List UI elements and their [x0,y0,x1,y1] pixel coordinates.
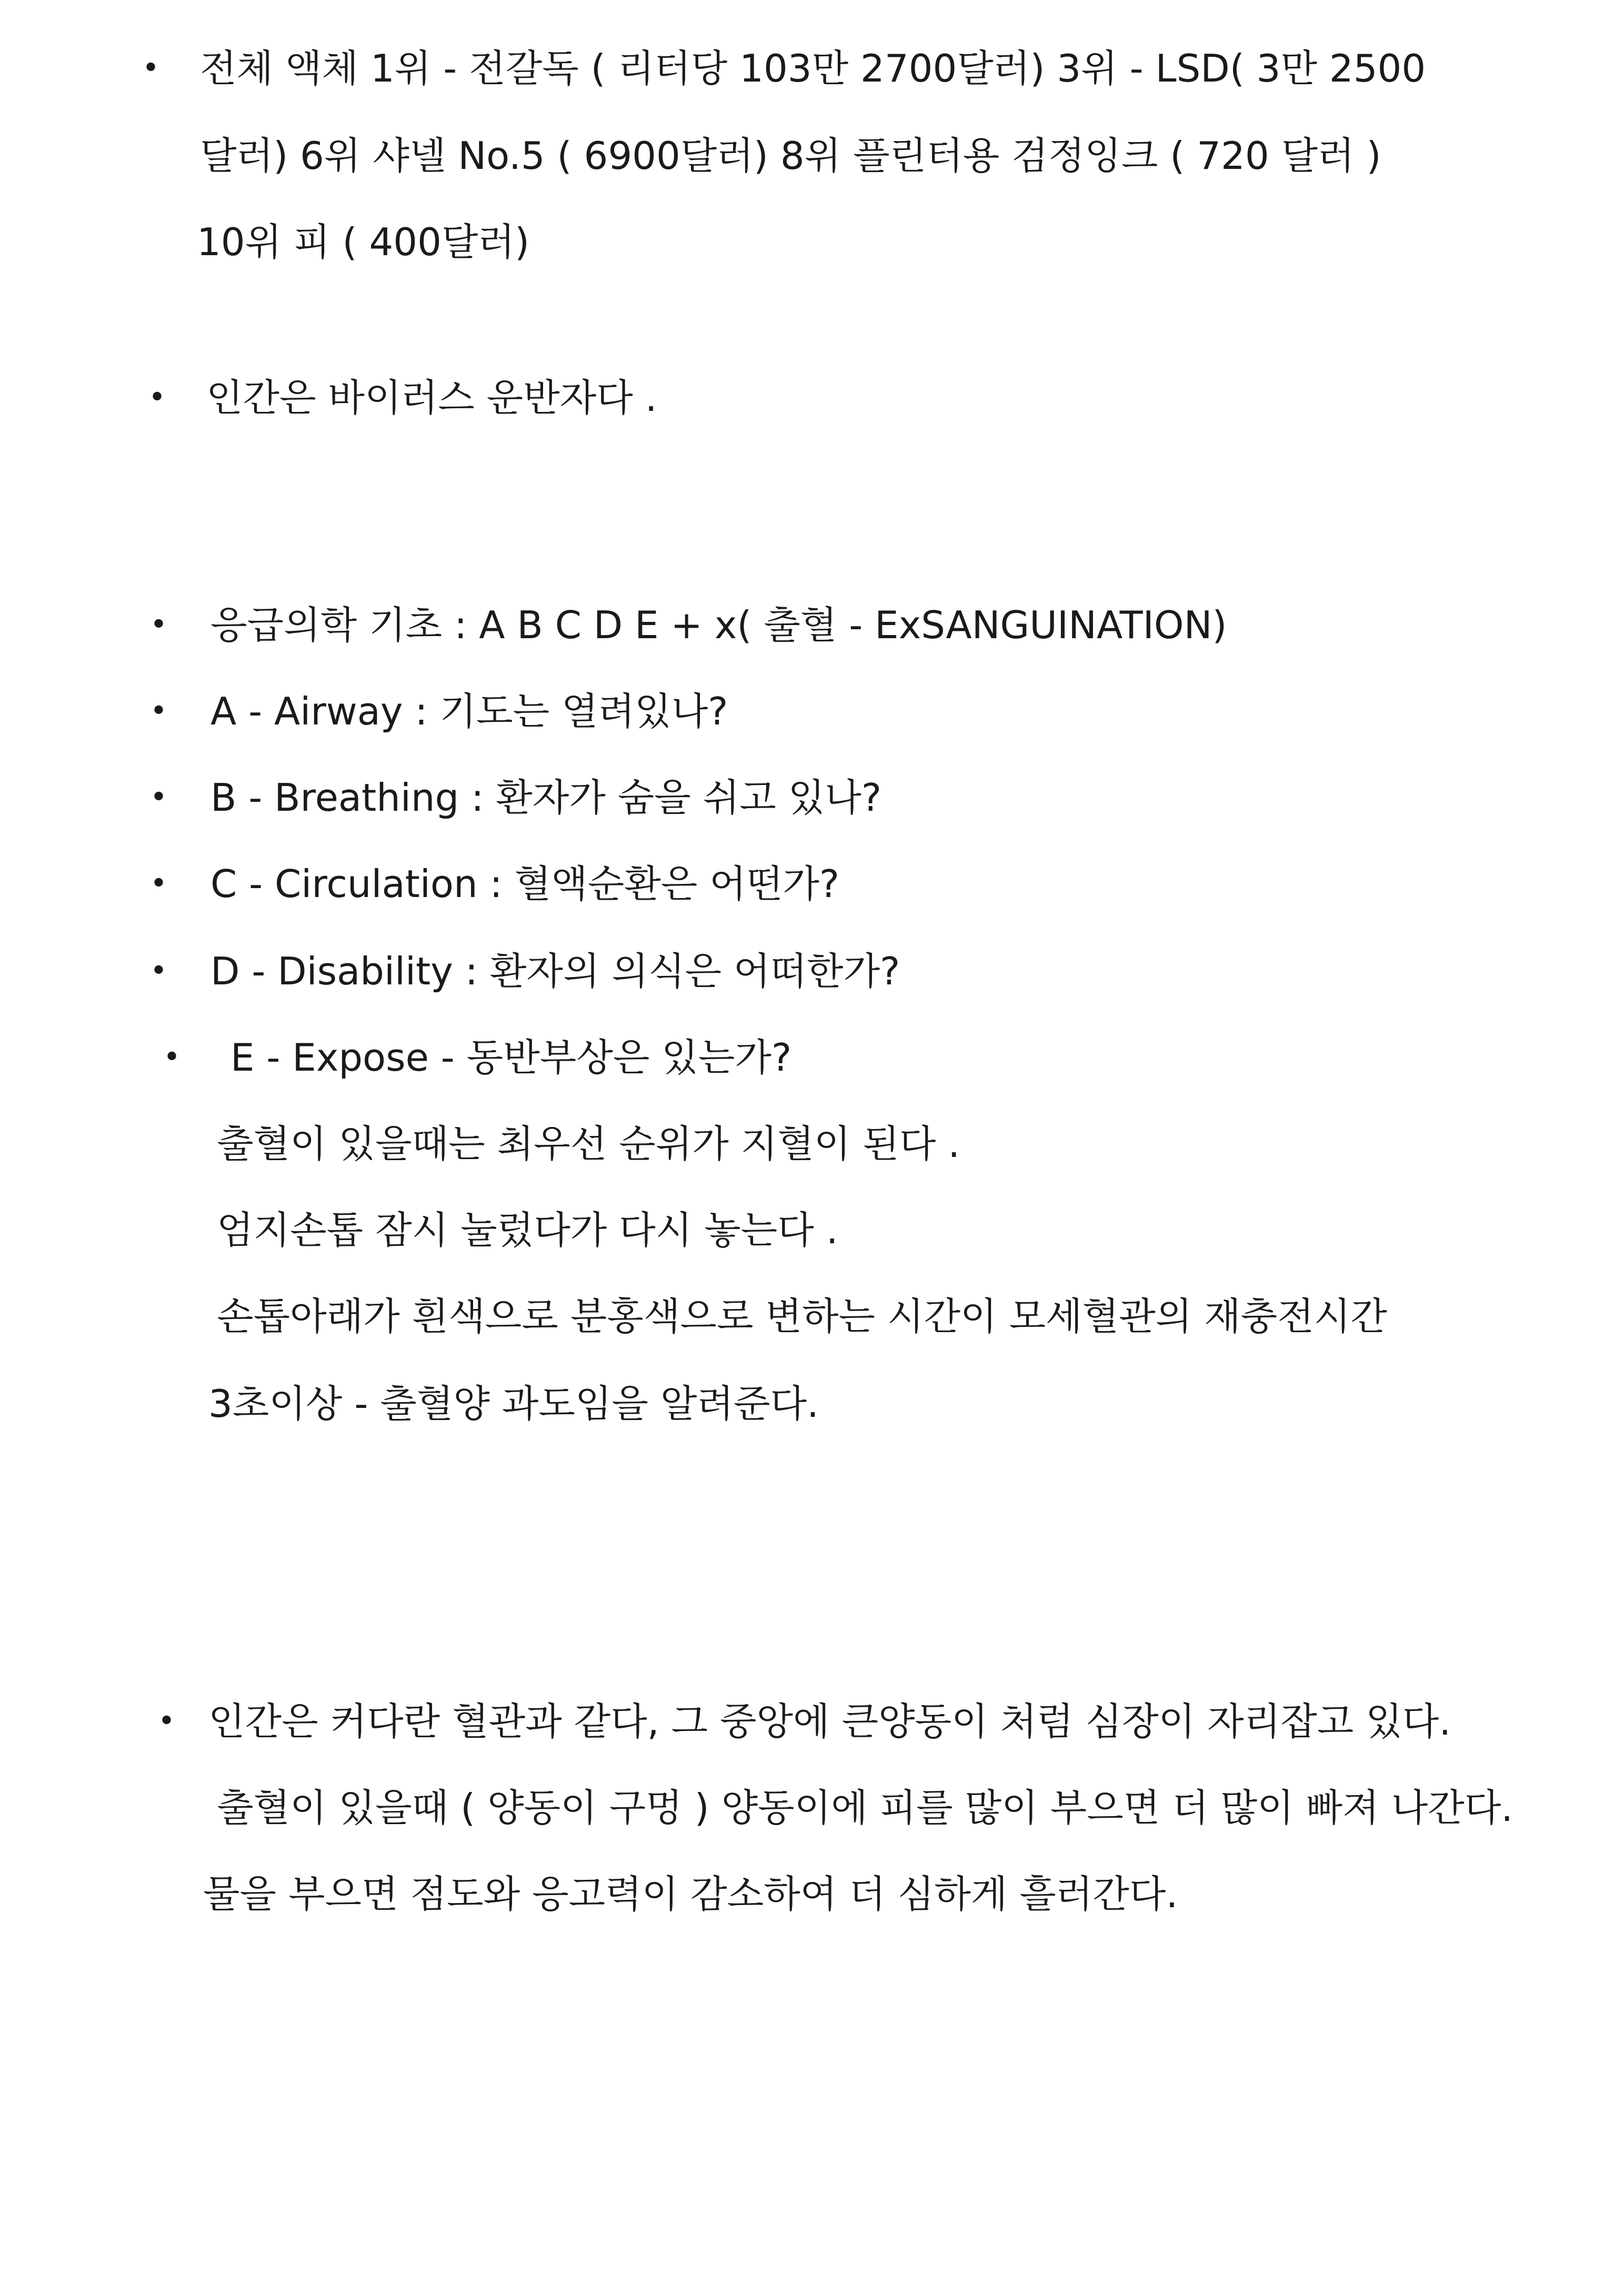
item-circulation: C - Circulation : 혈액순환은 어떤가? [210,862,840,906]
bullet-point: • [148,380,166,415]
bullet-point: • [142,51,160,85]
virus-carrier-line: 인간은 바이러스 운반자다 . [206,376,657,420]
bullet-point: • [150,867,168,901]
emergency-basics-heading: 응급의학 기초 : A B C D E + x( 출혈 - ExSANGUINATION) [210,603,1227,647]
note-bleeding-priority: 출혈이 있을때는 최우선 순위가 지혈이 된다 . [217,1122,960,1166]
item-expose: E - Expose - 동반부상은 있는가? [230,1035,792,1080]
bullet-point: • [150,608,168,642]
bullet-point: • [158,1704,176,1738]
liquid-ranking-line-3: 10위 피 ( 400달러) [197,220,530,264]
note-refill-threshold: 3초이상 - 출혈양 과도임을 알려준다. [208,1382,819,1426]
bullet-point: • [150,694,168,728]
bullet-point: • [150,954,168,988]
bullet-point: • [163,1040,181,1074]
bullet-point: • [150,780,168,814]
note-capillary-refill: 손톱아래가 흰색으로 분홍색으로 변하는 시간이 모세혈관의 재충전시간 [217,1294,1387,1338]
item-breathing: B - Breathing : 환자가 숨을 쉬고 있나? [210,776,882,820]
item-airway: A - Airway : 기도는 열려있나? [210,689,728,733]
item-disability: D - Disability : 환자의 의식은 어떠한가? [210,949,900,993]
liquid-ranking-line-1: 전체 액체 1위 - 전갈독 ( 리터당 103만 2700달러) 3위 - LSD( 3만 2500 [200,46,1426,90]
liquid-ranking-line-2: 달러) 6위 샤넬 No.5 ( 6900달러) 8위 플린터용 검정잉크 ( 720 달러 ) [200,134,1381,178]
blood-vessel-analogy-line-2: 출혈이 있을때 ( 양동이 구멍 ) 양동이에 피를 많이 부으면 더 많이 빠져 나간다. [217,1786,1513,1830]
blood-vessel-analogy-line-1: 인간은 커다란 혈관과 같다, 그 중앙에 큰양동이 처럼 심장이 자리잡고 있다. [208,1699,1451,1744]
blood-vessel-analogy-line-3: 물을 부으면 점도와 응고력이 감소하여 더 심하게 흘러간다. [203,1872,1178,1916]
note-thumbnail-press: 엄지손톱 잠시 눌렀다가 다시 놓는다 . [217,1208,838,1252]
